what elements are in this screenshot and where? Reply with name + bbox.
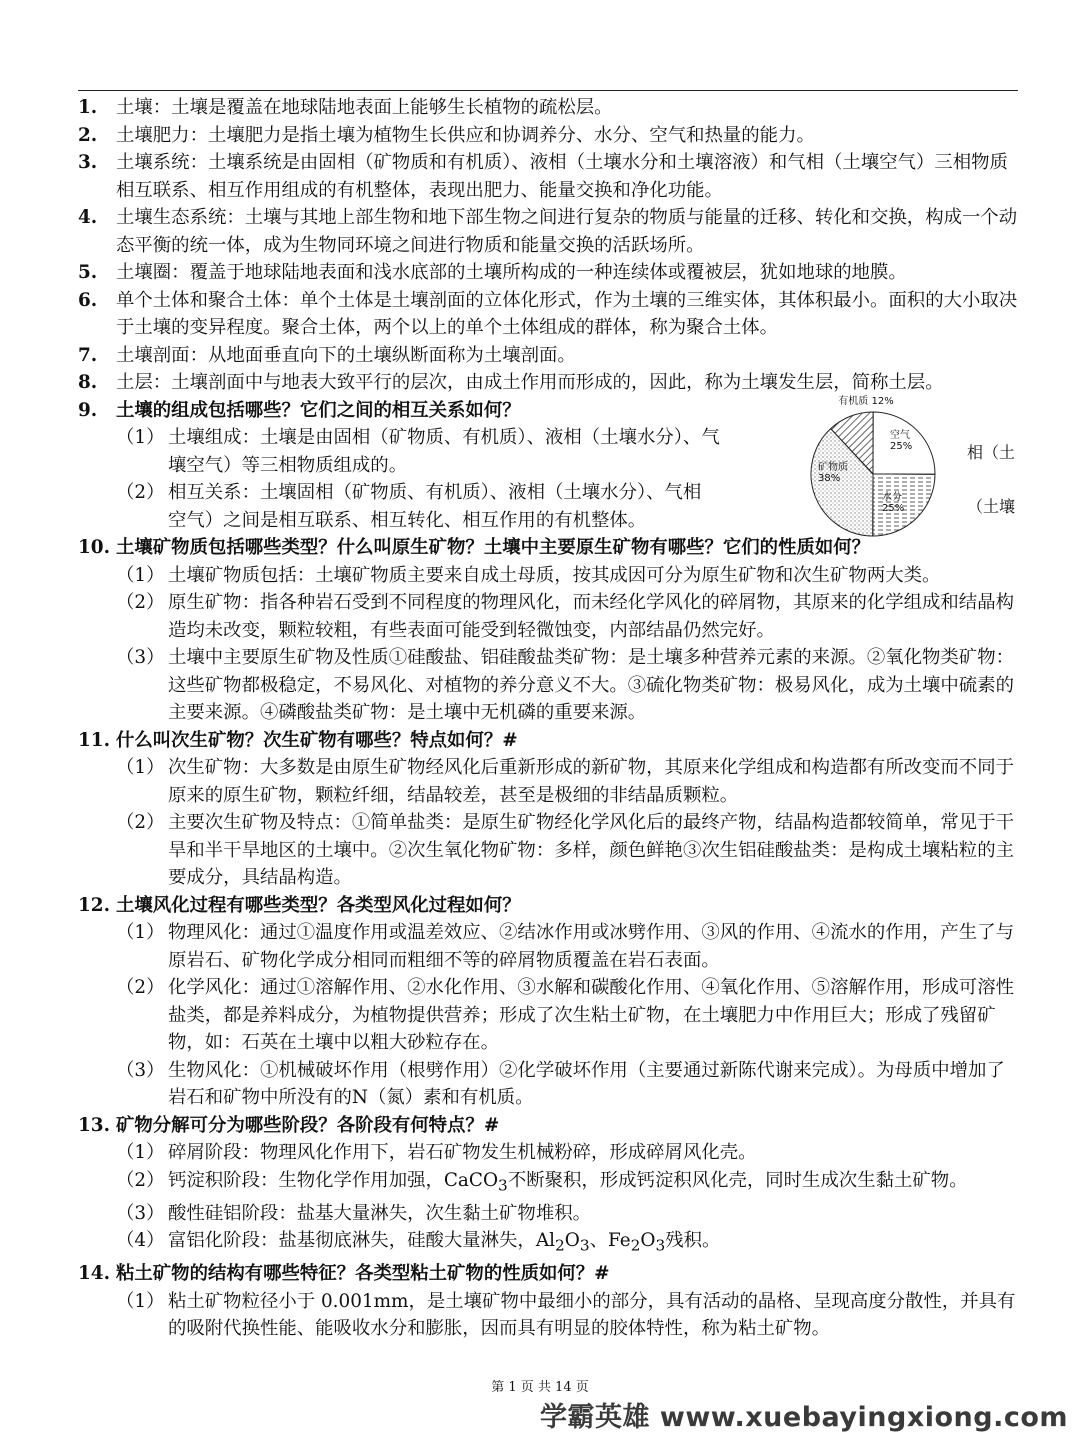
answer-text: 富铝化阶段：盐基彻底淋失，硅酸大量淋失，Al bbox=[168, 1230, 555, 1252]
soil-composition-pie bbox=[798, 392, 1018, 542]
item-text: 土壤：土壤是覆盖在地球陆地表面上能够生长植物的疏松层。 bbox=[116, 97, 613, 118]
pie-svg bbox=[798, 392, 1018, 542]
answer-number: （2） bbox=[116, 482, 165, 503]
definition-list bbox=[78, 94, 1018, 397]
item-number: 1. bbox=[78, 97, 98, 118]
item-text: 土壤剖面：从地面垂直向下的土壤纵断面称为土壤剖面。 bbox=[116, 344, 576, 366]
answer-item bbox=[78, 1167, 1018, 1200]
answer-text-right: 相（土 bbox=[966, 443, 1015, 462]
answer-item bbox=[78, 589, 1018, 644]
question-number: 9. bbox=[78, 399, 98, 421]
answer-number: （1） bbox=[116, 1290, 165, 1312]
pie-label: 空气 25% bbox=[890, 430, 913, 452]
answer-number: （1） bbox=[116, 757, 165, 778]
item-number: 7. bbox=[78, 344, 98, 366]
definition-item bbox=[78, 94, 1018, 122]
answer-text: 物理风化：通过①温度作用或温差效应、②结冰作用或冰劈作用、③风的作用、④流水的作用，产生了与原岩石、矿物化学成分相同而粗细不等的碎屑物质覆盖在岩石表面。 bbox=[168, 922, 1014, 971]
header-rule bbox=[78, 90, 1018, 91]
answer-item bbox=[78, 479, 783, 534]
pie-label: 矿物质 38% bbox=[818, 462, 848, 484]
answer-item bbox=[78, 1139, 1018, 1167]
item-number: 6. bbox=[78, 289, 98, 311]
answer-text: 不断聚积，形成钙淀积风化壳，同时生成次生黏土矿物。 bbox=[507, 1169, 968, 1191]
question-number: 14. bbox=[78, 1263, 110, 1285]
answer-item bbox=[78, 974, 1018, 1057]
answer-text: 原生矿物：指各种岩石受到不同程度的物理风化，而未经化学风化的碎屑物，其原来的化学组成和结晶构造均未改变，颗粒较粗，有些表面可能受到轻微蚀变，内部结晶仍然完好。 bbox=[168, 592, 1014, 641]
definition-item bbox=[78, 122, 1018, 150]
question-title: 土壤矿物质包括哪些类型？什么叫原生矿物？土壤中主要原生矿物有哪些？它们的性质如何？ bbox=[116, 537, 871, 558]
item-text: 土壤肥力：土壤肥力是指土壤为植物生长供应和协调养分、水分、空气和热量的能力。 bbox=[116, 124, 815, 146]
question-title: 什么叫次生矿物？次生矿物有哪些？特点如何？# bbox=[116, 729, 518, 751]
subscript: 2 bbox=[554, 1236, 565, 1255]
item-number: 8. bbox=[78, 372, 98, 393]
answer-item bbox=[78, 1288, 1018, 1343]
answer-number: （2） bbox=[116, 812, 165, 833]
question-13 bbox=[78, 1112, 1018, 1140]
watermark: 学霸英雄 www.xuebayingxiong.com bbox=[540, 1402, 1069, 1433]
answer-item bbox=[78, 809, 1018, 892]
item-number: 4. bbox=[78, 207, 98, 228]
answer-text: 残积。 bbox=[665, 1230, 721, 1252]
definition-item bbox=[78, 259, 1018, 287]
item-text: 土壤系统：土壤系统是由固相（矿物质和有机质）、液相（土壤水分和土壤溶液）和气相（土壤空气）三相物质相互联系、相互作用组成的有机整体，表现出肥力、能量交换和净化功能。 bbox=[116, 152, 1008, 201]
answer-item bbox=[78, 919, 1018, 974]
answer-text: 化学风化：通过①溶解作用、②水化作用、③水解和碳酸化作用、④氧化作用、⑤溶解作用，形成可溶性盐类，都是养料成分，为植物提供营养；形成了次生粘土矿物，在土壤肥力中作用巨大；形成了残留矿物，如：石英在土壤中以粗大砂粒存在。 bbox=[168, 977, 1014, 1053]
answer-item bbox=[78, 1227, 1018, 1260]
answer-number: （3） bbox=[116, 647, 165, 668]
document-body bbox=[78, 94, 1018, 1343]
question-number: 12. bbox=[78, 894, 110, 916]
question-12 bbox=[78, 892, 1018, 920]
item-number: 2. bbox=[78, 124, 98, 146]
answer-text: 、Fe bbox=[589, 1230, 631, 1252]
answer-item bbox=[78, 562, 1018, 590]
answer-text: 钙淀积阶段：生物化学作用加强，CaCO bbox=[168, 1169, 499, 1191]
answer-text: 生物风化：①机械破坏作用（根劈作用）②化学破坏作用（主要通过新陈代谢来完成）。为母质中增加了岩石和矿物中所没有的N（氮）素和有机质。 bbox=[168, 1059, 1005, 1108]
subscript: 3 bbox=[655, 1236, 666, 1255]
subscript: 2 bbox=[630, 1236, 641, 1255]
answer-text: 相互关系：土壤固相（矿物质、有机质）、液相（土壤水分）、气相 bbox=[168, 482, 702, 503]
answer-number: （2） bbox=[116, 1169, 165, 1191]
definition-item bbox=[78, 149, 1018, 204]
item-text: 单个土体和聚合土体：单个土体是土壤剖面的立体化形式，作为土壤的三维实体，其体积最小。面积的大小取决于土壤的变异程度。聚合土体，两个以上的单个土体组成的群体，称为聚合土体。 bbox=[116, 289, 1018, 338]
definition-item bbox=[78, 342, 1018, 370]
answer-number: （2） bbox=[116, 592, 165, 613]
subscript: 3 bbox=[579, 1236, 590, 1255]
answer-text-continued: 空气）之间是相互联系、相互转化、相互作用的有机整体。 bbox=[168, 509, 647, 531]
question-number: 13. bbox=[78, 1114, 110, 1136]
page-footer: 第 1 页 共 14 页 bbox=[491, 1380, 589, 1395]
pie-label: 有机质 12% bbox=[838, 396, 894, 407]
answer-number: （1） bbox=[116, 1142, 165, 1163]
definition-item bbox=[78, 204, 1018, 259]
answer-text-right: （土壤 bbox=[966, 497, 1015, 516]
answer-item bbox=[78, 1057, 1018, 1112]
answer-text: 土壤中主要原生矿物及性质①硅酸盐、铝硅酸盐类矿物：是土壤多种营养元素的来源。②氧化物类矿物：这些矿物都极稳定，不易风化、对植物的养分意义不大。③硫化物类矿物：极易风化，成为土壤中硫素的主要来源。④磷酸盐类矿物：是土壤中无机磷的重要来源。 bbox=[168, 647, 1014, 723]
answer-item bbox=[78, 1200, 1018, 1228]
answer-item bbox=[78, 644, 1018, 727]
question-title: 土壤风化过程有哪些类型？各类型风化过程如何？ bbox=[116, 894, 521, 916]
question-list bbox=[78, 534, 1018, 1112]
answer-item bbox=[78, 424, 783, 479]
answer-item bbox=[78, 754, 1018, 809]
item-text: 土层：土壤剖面中与地表大致平行的层次，由成土作用而形成的，因此，称为土壤发生层，简称土层。 bbox=[116, 372, 944, 393]
answer-text: O bbox=[640, 1230, 656, 1252]
answer-number: （3） bbox=[116, 1059, 165, 1081]
question-number: 10. bbox=[78, 537, 110, 558]
answer-text: 主要次生矿物及特点：①简单盐类：是原生矿物经化学风化后的最终产物，结晶构造都较简单，常见于干旱和半干旱地区的土壤中。②次生氧化物矿物：多样，颜色鲜艳③次生铝硅酸盐类：是构成土壤粘粒的主要成分，具结晶构造。 bbox=[168, 812, 1014, 888]
answer-text: 碎屑阶段：物理风化作用下，岩石矿物发生机械粉碎，形成碎屑风化壳。 bbox=[168, 1142, 757, 1163]
answer-text: 土壤矿物质包括：土壤矿物质主要来自成土母质，按其成因可分为原生矿物和次生矿物两大类。 bbox=[168, 564, 941, 586]
answer-text: 粘土矿物粒径小于 0.001mm，是土壤矿物中最细小的部分，具有活动的晶格、呈现高度分散性，并具有的吸附代换性能、能吸收水分和膨胀，因而具有明显的胶体特性，称为粘土矿物。 bbox=[168, 1290, 1016, 1340]
question-title: 土壤的组成包括哪些？它们之间的相互关系如何？ bbox=[116, 399, 521, 421]
question-11 bbox=[78, 727, 1018, 755]
question-14 bbox=[78, 1260, 1018, 1288]
item-text: 土壤圈：覆盖于地球陆地表面和浅水底部的土壤所构成的一种连续体或覆被层，犹如地球的地膜。 bbox=[116, 262, 907, 283]
answer-number: （1） bbox=[116, 922, 165, 943]
answer-number: （4） bbox=[116, 1230, 165, 1252]
subscript: 3 bbox=[498, 1176, 508, 1195]
definition-item bbox=[78, 287, 1018, 342]
pie-label: 水分 25% bbox=[882, 492, 905, 514]
item-number: 5. bbox=[78, 262, 98, 283]
answer-number: （1） bbox=[116, 427, 165, 448]
answer-text-continued: 壤空气）等三相物质组成的。 bbox=[168, 454, 408, 476]
question-number: 11. bbox=[78, 729, 110, 751]
item-number: 3. bbox=[78, 152, 98, 173]
answer-text: 酸性硅铝阶段：盐基大量淋失，次生黏土矿物堆积。 bbox=[168, 1202, 591, 1224]
answer-number: （2） bbox=[116, 977, 165, 998]
item-text: 土壤生态系统：土壤与其地上部生物和地下部生物之间进行复杂的物质与能量的迁移、转化和交换，构成一个动态平衡的统一体，成为生物同环境之间进行物质和能量交换的活跃场所。 bbox=[116, 207, 1018, 256]
answer-text: O bbox=[564, 1230, 580, 1252]
question-title: 粘土矿物的结构有哪些特征？各类型粘土矿物的性质如何？# bbox=[116, 1263, 610, 1285]
answer-text: 土壤组成：土壤是由固相（矿物质、有机质）、液相（土壤水分）、气 bbox=[168, 427, 720, 448]
answer-number: （1） bbox=[116, 564, 165, 586]
question-title: 矿物分解可分为哪些阶段？各阶段有何特点？# bbox=[116, 1114, 500, 1136]
answer-text: 次生矿物：大多数是由原生矿物经风化后重新形成的新矿物，其原来化学组成和构造都有所改变而不同于原来的原生矿物，颗粒纤细，结晶较差，甚至是极细的非结晶质颗粒。 bbox=[168, 757, 1014, 806]
answer-number: （3） bbox=[116, 1202, 165, 1224]
